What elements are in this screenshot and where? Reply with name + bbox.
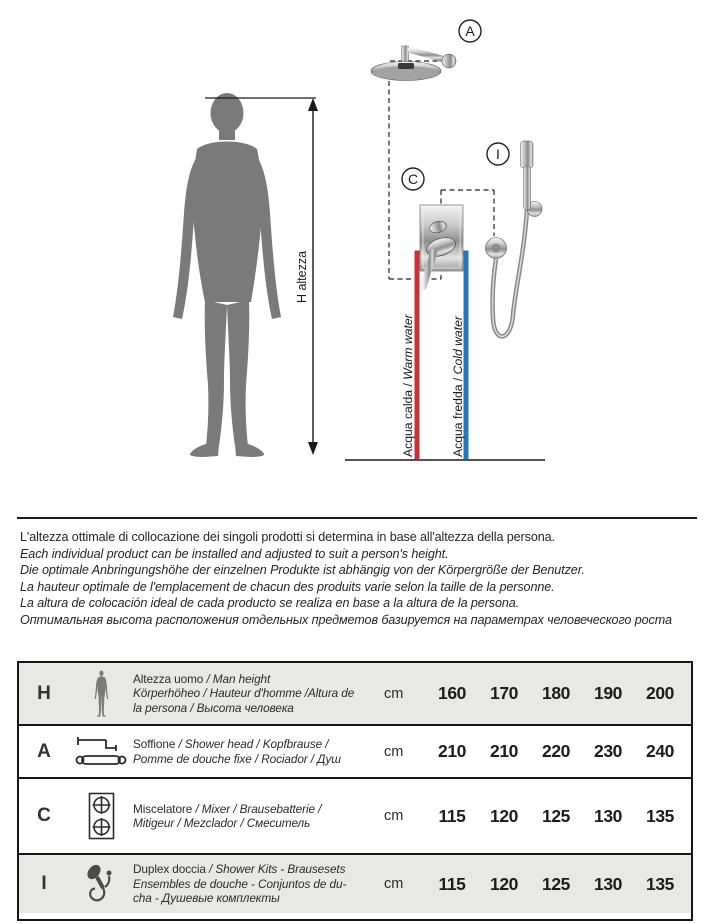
shower-head-icon <box>69 735 133 769</box>
value-cell: 125 <box>542 805 570 826</box>
intro-line-fr: La hauteur optimale de l'emplacement de chacun des produits varie selon la taille de la personne. <box>20 579 555 594</box>
value-cell: 220 <box>542 741 570 761</box>
table-row <box>19 663 691 724</box>
row-key: A <box>37 740 51 762</box>
mixer-drawing <box>420 205 463 287</box>
row-description: Duplex doccia / Shower Kits - Brausesets Ensembles de douche - Conjuntos de du- cha - Душевые комплекты <box>133 862 347 906</box>
value-cell: 135 <box>646 873 674 894</box>
section-divider <box>17 517 697 519</box>
row-key: I <box>41 873 47 894</box>
shower-hose <box>493 210 527 336</box>
label-c <box>402 168 424 190</box>
unit-label: cm <box>384 685 404 702</box>
svg-text:A: A <box>465 23 475 39</box>
value-cell: 210 <box>490 741 518 761</box>
warm-water-label: Acqua calda / Warm water <box>401 314 415 457</box>
value-cell: 160 <box>438 683 466 703</box>
unit-label: cm <box>384 808 404 824</box>
unit-label: cm <box>384 876 404 892</box>
intro-line-ru: Оптимальная высота расположения отдельных предметов базируется на параметрах человеческого роста <box>20 612 672 627</box>
table-row <box>19 724 691 777</box>
svg-text:I: I <box>496 146 500 162</box>
value-cell: 180 <box>542 683 570 703</box>
man-silhouette <box>173 93 281 457</box>
label-i <box>487 143 509 165</box>
intro-line-it: L'altezza ottimale di collocazione dei singoli prodotti si determina in base all'altezza della persona. <box>20 530 555 544</box>
svg-text:C: C <box>407 171 419 187</box>
value-cell: 170 <box>490 683 518 703</box>
row-key: H <box>37 682 51 704</box>
row-description: Altezza uomo / Man height Körperhöheo / Hauteur d'homme /Altura de la persona / Высота человека <box>133 671 355 715</box>
intro-line-en: Each individual product can be installed and adjusted to suit a person's height. <box>20 546 449 561</box>
hand-shower-icon <box>69 863 133 905</box>
row-description: Miscelatore / Mixer / Brausebatterie / Mitigeur / Mezclador / Смеситель <box>133 801 322 830</box>
row-key: C <box>37 805 51 826</box>
value-cell: 230 <box>594 741 622 761</box>
value-cell: 210 <box>438 741 466 761</box>
value-cell: 190 <box>594 683 622 703</box>
value-cell: 120 <box>490 873 518 894</box>
value-cell: 115 <box>438 873 466 894</box>
unit-label: cm <box>384 743 404 760</box>
value-cell: 240 <box>646 741 674 761</box>
value-cell: 120 <box>490 805 518 826</box>
shower-head-drawing <box>371 46 456 81</box>
intro-line-es: La altura de colocación ideal de cada producto se realiza en base a la altura de la persona. <box>20 596 520 611</box>
value-cell: 130 <box>594 805 622 826</box>
cold-water-label: Acqua fredda / Cold water <box>451 316 465 457</box>
label-a <box>459 20 481 42</box>
intro-paragraph <box>20 529 710 629</box>
value-cell: 115 <box>438 805 466 826</box>
mixer-icon <box>69 792 133 840</box>
intro-line-de: Die optimale Anbringungshöhe der einzelnen Produkte ist abhängig von der Körpergröße der Benutzer. <box>20 563 585 578</box>
height-dimension-label: H altezza <box>295 250 309 304</box>
value-cell: 125 <box>542 873 570 894</box>
table-row <box>19 777 691 853</box>
person-icon <box>69 670 133 717</box>
hand-shower-drawing <box>486 141 543 336</box>
value-cell: 135 <box>646 805 674 826</box>
row-description: Soffione / Shower head / Kopfbrause / Pomme de douche fixe / Rociador / Душ <box>133 737 341 766</box>
height-spec-table <box>17 661 693 921</box>
value-cell: 200 <box>646 683 674 703</box>
value-cell: 130 <box>594 873 622 894</box>
table-row <box>19 853 691 913</box>
